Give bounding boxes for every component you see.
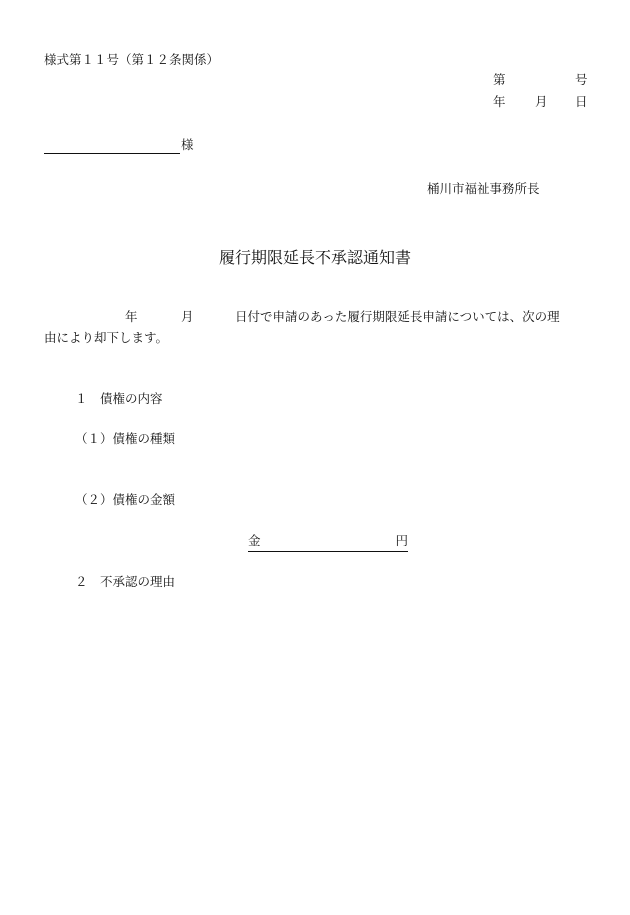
body-month-label: 月 — [181, 309, 194, 324]
document-title: 履行期限延長不承認通知書 — [218, 248, 411, 267]
amount-prefix: 金 — [248, 533, 261, 548]
body-year-label: 年 — [125, 309, 138, 324]
addressee-blank-line[interactable] — [44, 152, 180, 154]
date-month-label: 月 — [535, 94, 548, 109]
date-day-label: 日 — [575, 94, 588, 109]
issuer-name: 桶川市福祉事務所長 — [427, 181, 540, 196]
subsection-2-heading: （２）債権の金額 — [75, 492, 176, 507]
body-line-1-text: 日付で申請のあった履行期限延長申請については、次の理 — [235, 309, 560, 324]
body-line-1 — [44, 311, 592, 329]
date-year-label: 年 — [493, 94, 506, 109]
amount-suffix: 円 — [395, 533, 408, 548]
doc-number-suffix: 号 — [575, 72, 588, 87]
amount-field[interactable] — [248, 535, 408, 552]
section-1-heading: １ 債権の内容 — [75, 391, 163, 406]
addressee-suffix: 様 — [181, 137, 194, 152]
subsection-1-heading: （１）債権の種類 — [75, 431, 176, 446]
doc-number-prefix: 第 — [493, 72, 506, 87]
section-2-heading: ２ 不承認の理由 — [75, 574, 176, 589]
form-number: 様式第１１号（第１２条関係） — [44, 52, 220, 67]
body-line-2: 由により却下します。 — [44, 330, 169, 345]
